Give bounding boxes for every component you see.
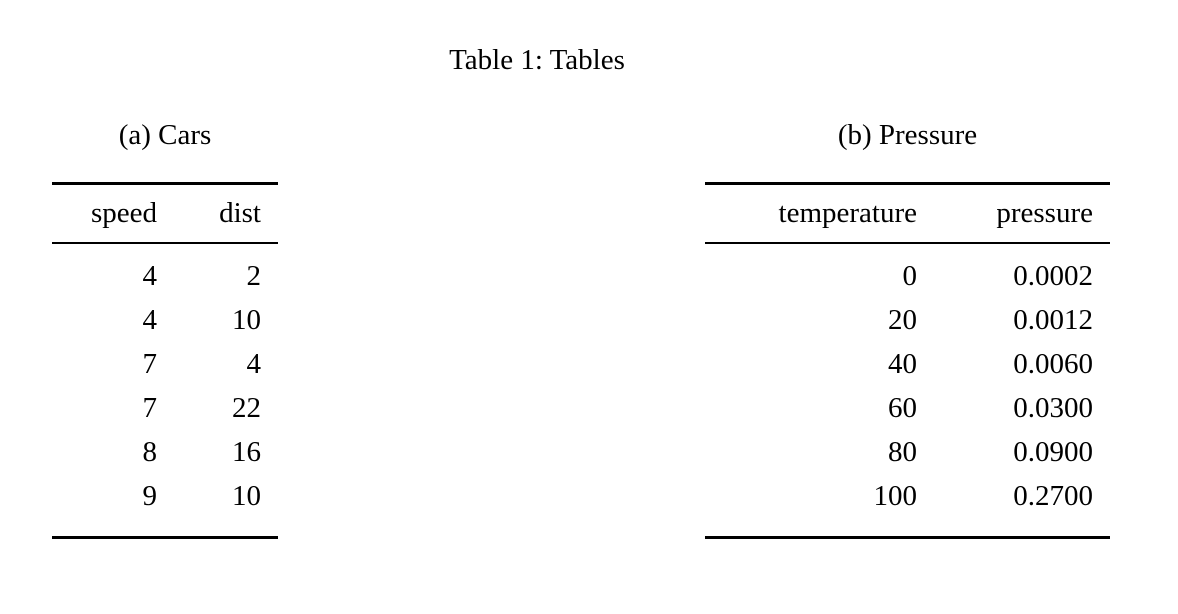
table-row: [705, 474, 1110, 538]
table-row: [52, 243, 278, 298]
table-cell: 60: [888, 391, 917, 424]
subtable-pressure: [705, 117, 1110, 539]
column-header-temperature: temperature: [705, 184, 934, 244]
column-header-speed: speed: [52, 184, 174, 244]
table-row: [705, 342, 1110, 386]
subtable-cars: [52, 117, 278, 539]
table-row: [52, 342, 278, 386]
table-header-row: [705, 184, 1110, 244]
column-header-pressure: pressure: [934, 184, 1110, 244]
table-cell: 0.0002: [1013, 259, 1093, 292]
table-row: [705, 386, 1110, 430]
table-cell: 100: [873, 479, 917, 512]
table-cell: 80: [888, 435, 917, 468]
table-row: [705, 430, 1110, 474]
pressure-table-body: [705, 243, 1110, 538]
table-cell: 20: [888, 303, 917, 336]
table-row: [52, 474, 278, 538]
table-cell: 0.0060: [1013, 347, 1093, 380]
table-cell: 4: [142, 259, 157, 292]
pressure-table-header: [705, 184, 1110, 244]
table-cell: 2: [246, 259, 261, 292]
pressure-table: [705, 182, 1110, 539]
table-cell: 0: [902, 259, 917, 292]
table-float-caption: Table 1: Tables: [449, 44, 625, 76]
table-cell: 7: [142, 391, 157, 424]
table-cell: 8: [142, 435, 157, 468]
table-cell: 22: [232, 391, 261, 424]
subtable-cars-caption: (a) Cars: [118, 119, 212, 151]
column-header-dist: dist: [174, 184, 278, 244]
table-cell: 16: [232, 435, 261, 468]
table-cell: 4: [246, 347, 261, 380]
table-cell: 7: [142, 347, 157, 380]
cars-table: [52, 182, 278, 539]
table-cell: 0.0012: [1013, 303, 1093, 336]
table-cell: 0.2700: [1013, 479, 1093, 512]
table-row: [705, 298, 1110, 342]
table-row: [52, 298, 278, 342]
subtable-pressure-caption: (b) Pressure: [837, 119, 978, 151]
table-cell: 10: [232, 303, 261, 336]
table-header-row: [52, 184, 278, 244]
cars-table-body: [52, 243, 278, 538]
table-cell: 4: [142, 303, 157, 336]
cars-table-header: [52, 184, 278, 244]
table-row: [52, 386, 278, 430]
table-row: [52, 430, 278, 474]
table-cell: 9: [142, 479, 157, 512]
table-row: [705, 243, 1110, 298]
table-cell: 10: [232, 479, 261, 512]
table-cell: 0.0300: [1013, 391, 1093, 424]
table-cell: 40: [888, 347, 917, 380]
table-cell: 0.0900: [1013, 435, 1093, 468]
